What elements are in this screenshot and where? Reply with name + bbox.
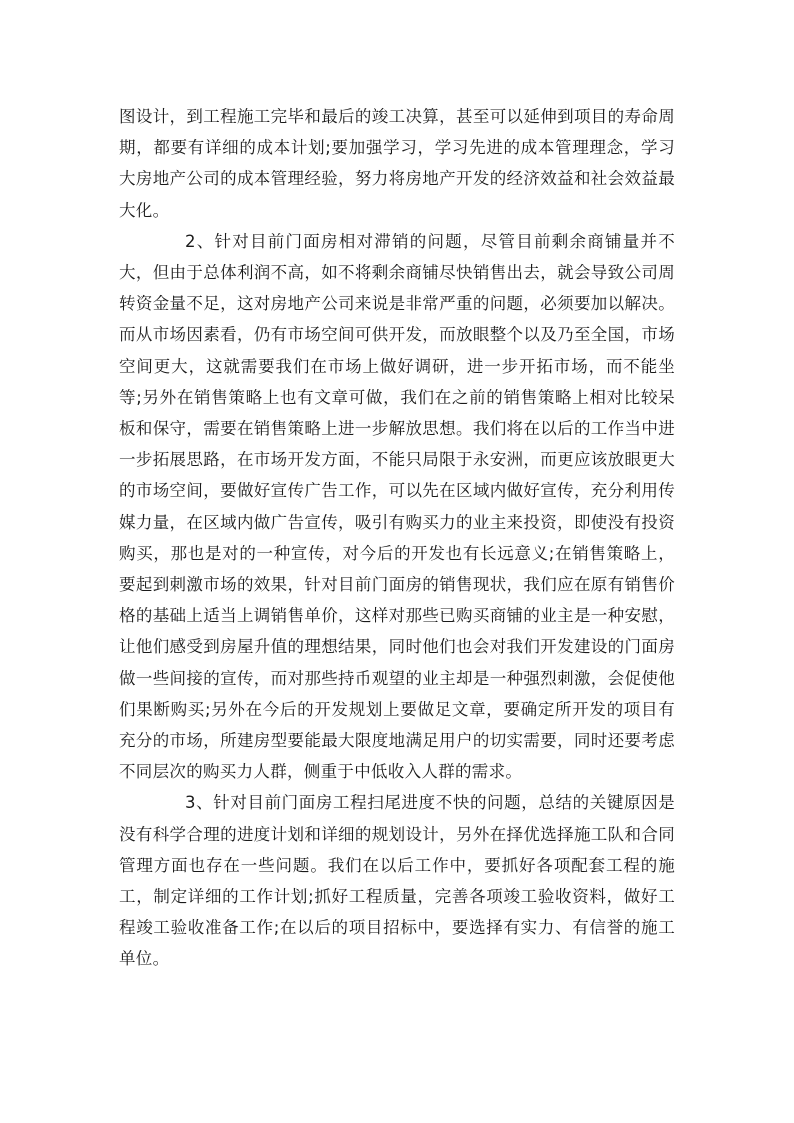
paragraph-item-3: 3、针对目前门面房工程扫尾进度不快的问题，总结的关键原因是没有科学合理的进度计划和详细的规划设计，另外在择优选择施工队和合同管理方面也存在一些问题。我们在以后工作中，要抓好各项配套工程的施工，制定详细的工作计划;抓好工程质量，完善各项竣工验收资料，做好工程竣工验收准备工作;在以后的项目招标中，要选择有实力、有信誉的施工单位。: [119, 793, 675, 969]
document-body: [119, 101, 675, 975]
paragraph-item-2: 2、针对目前门面房相对滞销的问题，尽管目前剩余商铺量并不大，但由于总体利润不高，如不将剩余商铺尽快销售出去，就会导致公司周转资金量不足，这对房地产公司来说是非常严重的问题，必须要加以解决。而从市场因素看，仍有市场空间可供开发，而放眼整个以及乃至全国，市场空间更大，这就需要我们在市场上做好调研，进一步开拓市场，而不能坐等;另外在销售策略上也有文章可做，我们在之前的销售策略上相对比较呆板和保守，需要在销售策略上进一步解放思想。我们将在以后的工作当中进一步拓展思路，在市场开发方面，不能只局限于永安洲，而更应该放眼更大的市场空间，要做好宣传广告工作，可以先在区域内做好宣传，充分利用传媒力量，在区域内做广告宣传，吸引有购买力的业主来投资，即使没有投资购买，那也是对的一种宣传，对今后的开发也有长远意义;在销售策略上，要起到刺激市场的效果，针对目前门面房的销售现状，我们应在原有销售价格的基础上适当上调销售单价，这样对那些已购买商铺的业主是一种安慰，让他们感受到房屋升值的理想结果，同时他们也会对我们开发建设的门面房做一些间接的宣传，而对那些持币观望的业主却是一种强烈刺激，会促使他们果断购买;另外在今后的开发规划上要做足文章，要确定所开发的项目有充分的市场，所建房型要能最大限度地满足用户的切实需要，同时还要考虑不同层次的购买力人群，侧重于中低收入人群的需求。: [119, 231, 675, 782]
paragraph-continuation: 图设计，到工程施工完毕和最后的竣工决算，甚至可以延伸到项目的寿命周期，都要有详细的成本计划;要加强学习，学习先进的成本管理理念，学习大房地产公司的成本管理经验，努力将房地产开发的经济效益和社会效益最大化。: [119, 107, 675, 220]
